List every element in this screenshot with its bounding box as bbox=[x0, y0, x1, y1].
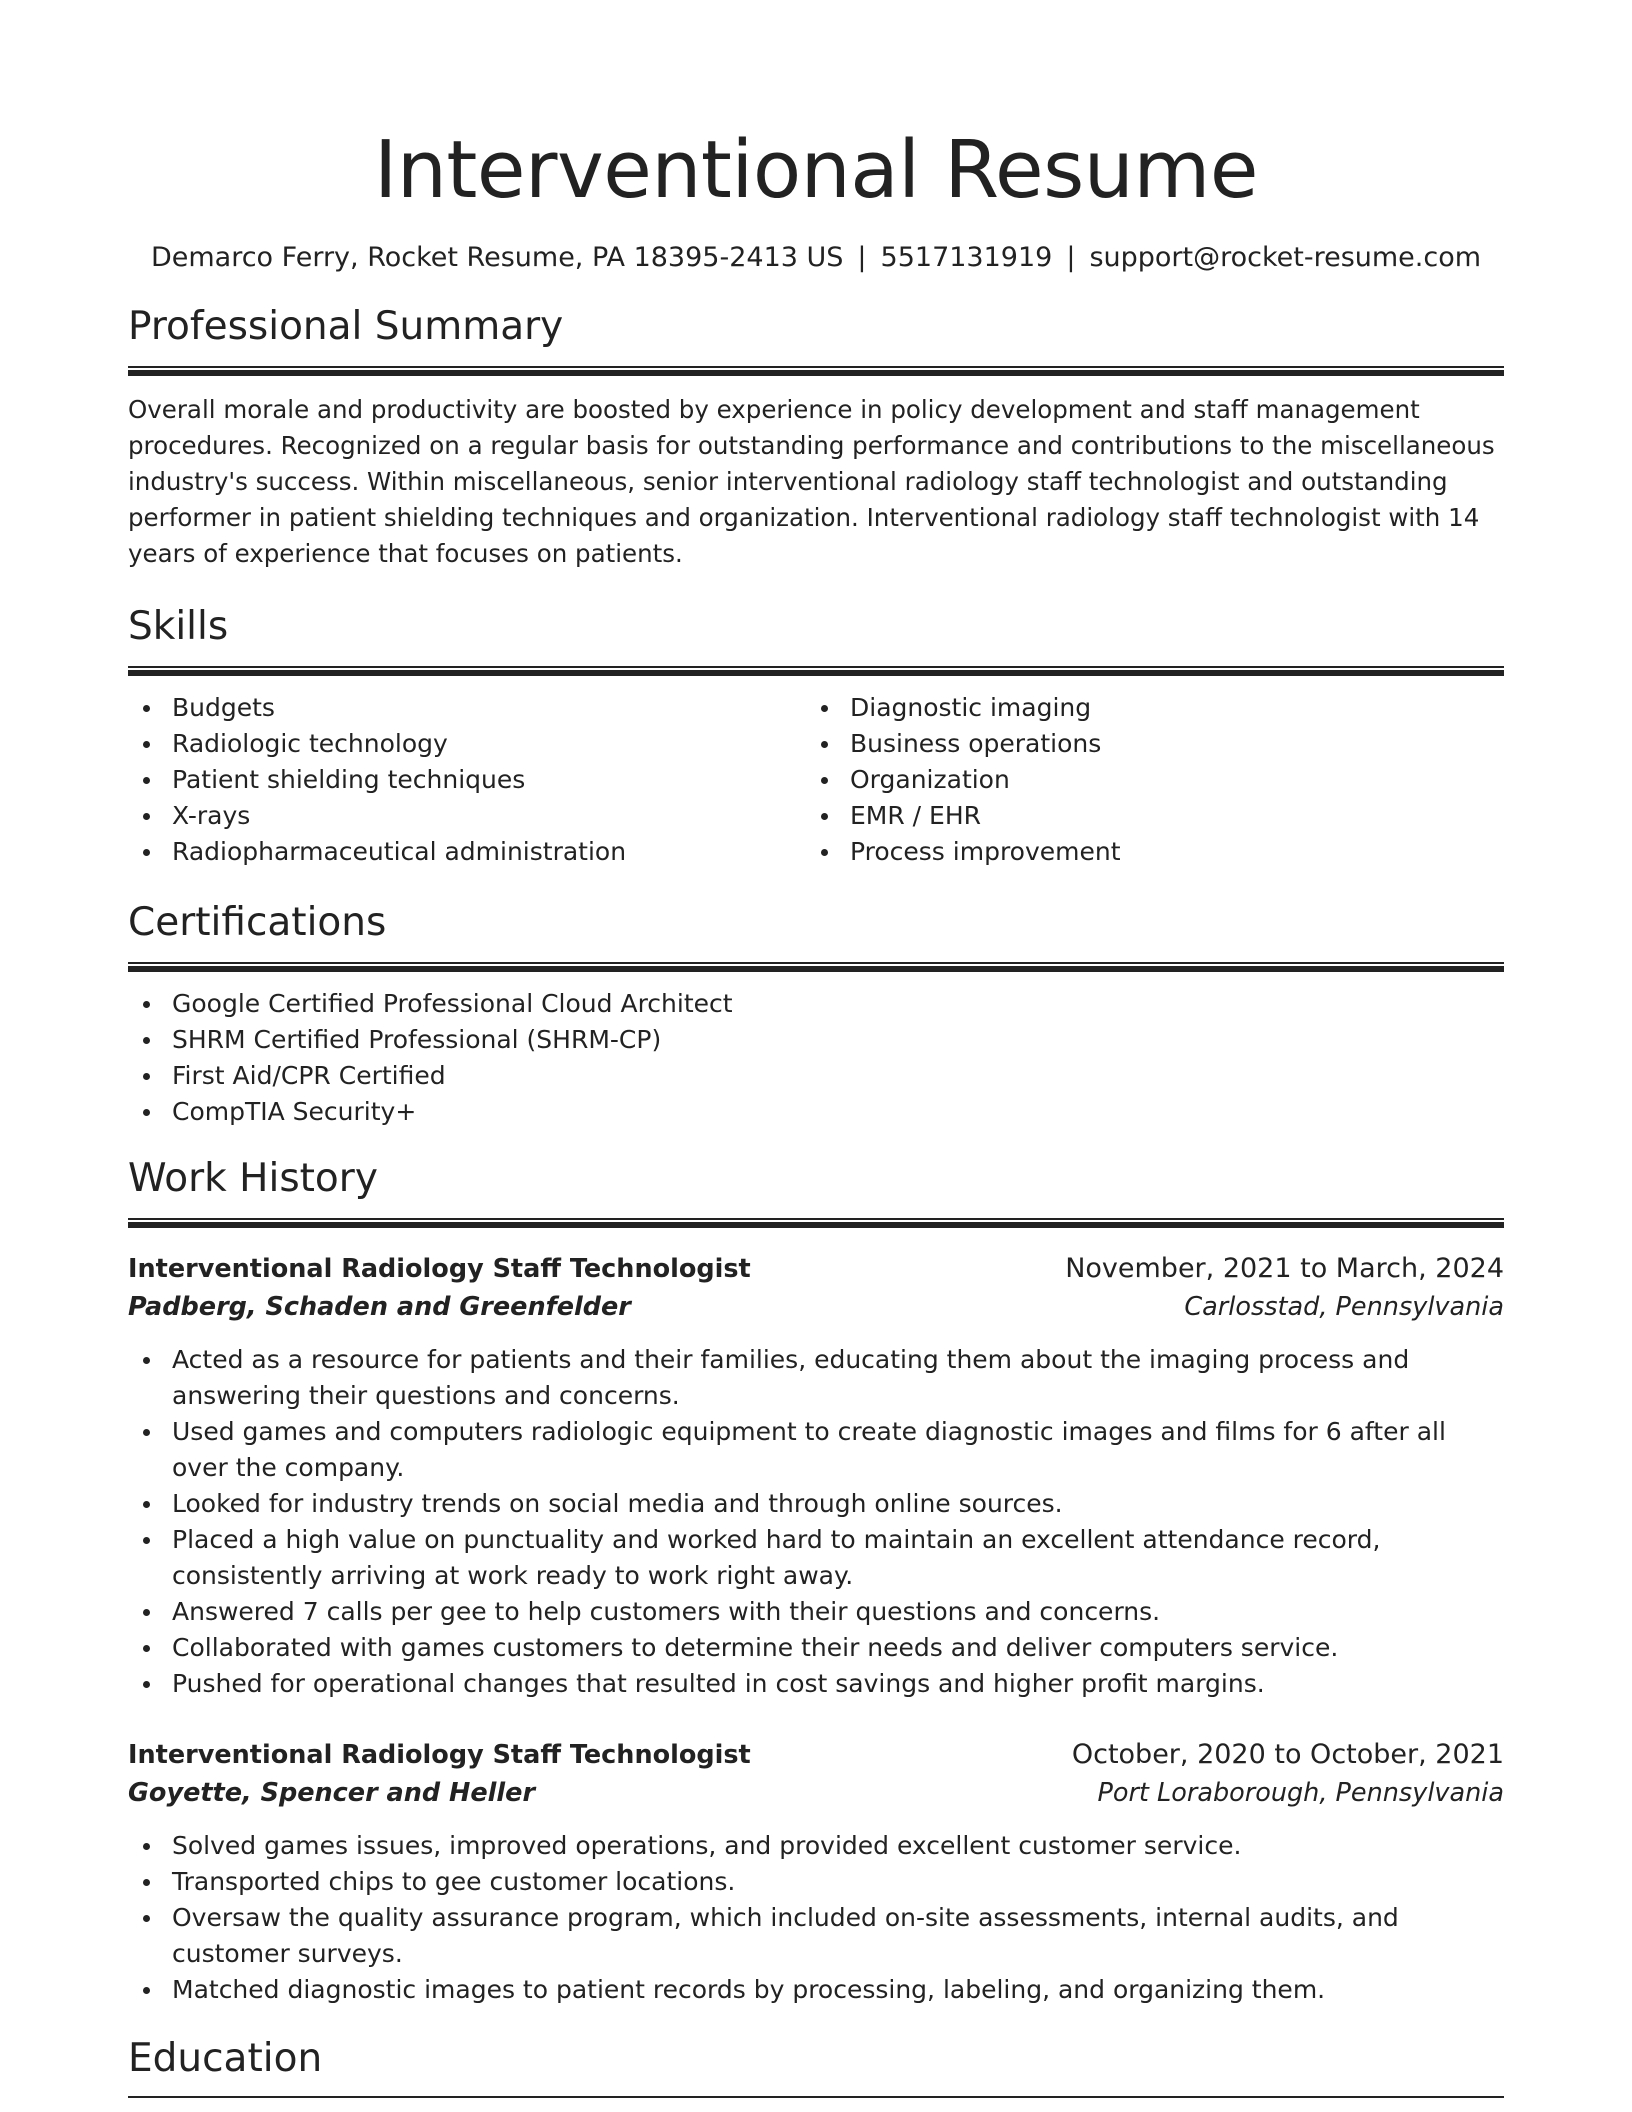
skills-list-left bbox=[128, 690, 806, 870]
job-entry bbox=[128, 1736, 1504, 2008]
skill-item: Diagnostic imaging bbox=[806, 690, 1484, 726]
job-dates: November, 2021 to March, 2024 bbox=[1065, 1253, 1504, 1284]
section-divider bbox=[128, 666, 1504, 676]
resume-title: Interventional Resume bbox=[374, 124, 1258, 216]
summary-heading: Professional Summary bbox=[128, 304, 564, 349]
job-company-row bbox=[128, 1288, 1504, 1326]
section-divider bbox=[128, 366, 1504, 376]
job-duty-item: Matched diagnostic images to patient records by processing, labeling, and organizing them. bbox=[128, 1972, 1504, 2008]
job-duty-item: Solved games issues, improved operations, and provided excellent customer service. bbox=[128, 1828, 1504, 1864]
job-duty-item: Transported chips to gee customer locations. bbox=[128, 1864, 1504, 1900]
skill-item: Radiopharmaceutical administration bbox=[128, 834, 806, 870]
job-header-row bbox=[128, 1736, 1504, 1774]
contact-line bbox=[128, 240, 1504, 276]
skill-item: Radiologic technology bbox=[128, 726, 806, 762]
job-duty-item: Looked for industry trends on social media and through online sources. bbox=[128, 1486, 1504, 1522]
job-duty-item: Used games and computers radiologic equipment to create diagnostic images and films for 6 after all over the company. bbox=[128, 1414, 1504, 1486]
certification-item: First Aid/CPR Certified bbox=[128, 1058, 1504, 1094]
certifications-heading: Certifications bbox=[128, 900, 387, 945]
job-company: Goyette, Spencer and Heller bbox=[128, 1778, 536, 1808]
skills-heading: Skills bbox=[128, 604, 229, 649]
certification-item: CompTIA Security+ bbox=[128, 1094, 1504, 1130]
skill-item: Organization bbox=[806, 762, 1484, 798]
job-company: Padberg, Schaden and Greenfelder bbox=[128, 1292, 631, 1322]
section-divider bbox=[128, 962, 1504, 972]
job-location: Carlosstad, Pennsylvania bbox=[1184, 1292, 1504, 1322]
contact-email: support@rocket-resume.com bbox=[1089, 242, 1482, 273]
skill-item: Business operations bbox=[806, 726, 1484, 762]
summary-text: Overall morale and productivity are boosted by experience in policy development and staff management procedures. Recognized on a regular basis for outstanding performance and contributions to the miscellaneous industry's success. Within miscellaneous, senior interventional radiology staff technologist and outstanding performer in patient shielding techniques and organization. Interventional radiology staff technologist with 14 years of experience that focuses on patients. bbox=[128, 395, 1495, 568]
contact-separator: | bbox=[1066, 242, 1076, 273]
job-duties-list bbox=[128, 1828, 1504, 2008]
job-duty-item: Acted as a resource for patients and their families, educating them about the imaging process and answering their questions and concerns. bbox=[128, 1342, 1504, 1414]
job-company-row bbox=[128, 1774, 1504, 1812]
job-entry bbox=[128, 1250, 1504, 1702]
skills-columns bbox=[128, 690, 1504, 870]
certifications-list bbox=[128, 986, 1504, 1130]
contact-phone: 5517131919 bbox=[880, 242, 1053, 273]
job-location: Port Loraborough, Pennsylvania bbox=[1097, 1778, 1504, 1808]
job-dates: October, 2020 to October, 2021 bbox=[1071, 1739, 1504, 1770]
skill-item: Budgets bbox=[128, 690, 806, 726]
job-title: Interventional Radiology Staff Technologist bbox=[128, 1740, 751, 1770]
job-duty-item: Pushed for operational changes that resulted in cost savings and higher profit margins. bbox=[128, 1666, 1504, 1702]
job-title: Interventional Radiology Staff Technologist bbox=[128, 1254, 751, 1284]
section-divider bbox=[128, 2096, 1504, 2098]
job-header-row bbox=[128, 1250, 1504, 1288]
job-duty-item: Placed a high value on punctuality and worked hard to maintain an excellent attendance record, consistently arriving at work ready to work right away. bbox=[128, 1522, 1504, 1594]
section-divider bbox=[128, 1218, 1504, 1228]
certification-item: Google Certified Professional Cloud Architect bbox=[128, 986, 1504, 1022]
skill-item: EMR / EHR bbox=[806, 798, 1484, 834]
job-duty-item: Answered 7 calls per gee to help customers with their questions and concerns. bbox=[128, 1594, 1504, 1630]
work-history-heading: Work History bbox=[128, 1156, 378, 1201]
skill-item: Process improvement bbox=[806, 834, 1484, 870]
job-duties-list bbox=[128, 1342, 1504, 1702]
education-heading: Education bbox=[128, 2036, 323, 2081]
skill-item: Patient shielding techniques bbox=[128, 762, 806, 798]
contact-separator: | bbox=[857, 242, 867, 273]
job-duty-item: Oversaw the quality assurance program, which included on-site assessments, internal audits, and customer surveys. bbox=[128, 1900, 1504, 1972]
skills-list-right bbox=[806, 690, 1484, 870]
skill-item: X-rays bbox=[128, 798, 806, 834]
job-duty-item: Collaborated with games customers to determine their needs and deliver computers service. bbox=[128, 1630, 1504, 1666]
contact-address: Demarco Ferry, Rocket Resume, PA 18395-2413 US bbox=[150, 242, 844, 273]
certification-item: SHRM Certified Professional (SHRM-CP) bbox=[128, 1022, 1504, 1058]
